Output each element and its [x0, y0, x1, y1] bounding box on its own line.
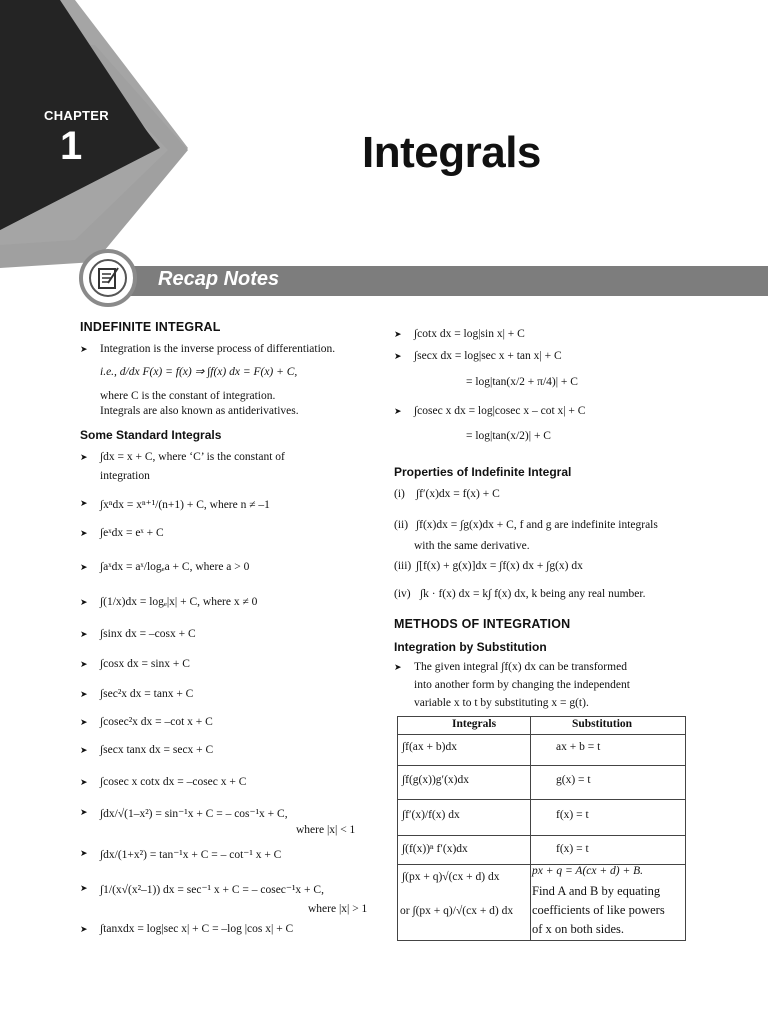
properties-heading: Properties of Indefinite Integral	[394, 465, 572, 479]
table-cell: g(x) = t	[556, 774, 591, 786]
recap-title: Recap Notes	[158, 268, 280, 290]
table-cell: or ∫(px + q)/√(cx + d) dx	[400, 905, 514, 917]
substitution-heading: Integration by Substitution	[394, 640, 547, 654]
property-text: ∫[f(x) + g(x)]dx = ∫f(x) dx + ∫g(x) dx	[416, 560, 583, 572]
table-cell: ∫(f(x))ⁿ f′(x)dx	[402, 843, 468, 855]
arrow-icon: ➤	[80, 746, 88, 756]
table-cell: f(x) = t	[556, 809, 589, 821]
table-cell: Find A and B by equating	[532, 884, 661, 898]
table-cell: f(x) = t	[556, 843, 589, 855]
table-cell: ∫f(g(x))g′(x)dx	[402, 774, 469, 786]
table-divider	[398, 835, 686, 836]
table-header: Substitution	[572, 718, 633, 730]
chapter-label: CHAPTER	[44, 108, 109, 123]
arrow-icon: ➤	[80, 778, 88, 788]
notes-icon	[89, 259, 127, 297]
table-cell: ax + b = t	[556, 741, 601, 753]
arrow-icon: ➤	[80, 499, 88, 509]
arrow-icon: ➤	[80, 718, 88, 728]
arrow-icon: ➤	[394, 407, 402, 417]
arrow-icon: ➤	[80, 808, 88, 818]
intro-where: where C is the constant of integration.	[100, 390, 276, 402]
property-number: (iii)	[394, 560, 412, 572]
table-cell: ∫(px + q)√(cx + d) dx	[402, 871, 500, 883]
arrow-icon: ➤	[80, 563, 88, 573]
arrow-icon: ➤	[394, 352, 402, 362]
intro-ie: i.e., d/dx F(x) = f(x) ⇒ ∫f(x) dx = F(x) + C,	[100, 366, 298, 378]
table-divider	[398, 734, 686, 735]
page-title: Integrals	[362, 128, 541, 177]
table-divider	[398, 799, 686, 800]
formula-item-continuation: integration	[100, 470, 150, 482]
table-divider	[530, 717, 531, 941]
property-text: ∫k · f(x) dx = k∫ f(x) dx, k being any real number.	[420, 588, 646, 600]
arrow-icon: ➤	[80, 630, 88, 640]
table-header: Integrals	[452, 718, 497, 730]
substitution-text: variable x to t by substituting x = g(t).	[414, 697, 589, 709]
arrow-icon: ➤	[80, 925, 88, 935]
property-text: ∫f(x)dx = ∫g(x)dx + C, f and g are indefinite integrals	[416, 519, 658, 531]
arrow-icon: ➤	[80, 598, 88, 608]
substitution-table	[397, 716, 686, 941]
intro-antiderivatives: Integrals are also known as antiderivatives.	[100, 405, 299, 417]
table-cell: ∫f′(x)/f(x) dx	[402, 809, 460, 821]
arrow-icon: ➤	[80, 529, 88, 539]
standard-integrals-heading: Some Standard Integrals	[80, 428, 222, 442]
property-number: (i)	[394, 488, 405, 500]
arrow-icon: ➤	[80, 849, 88, 859]
table-divider	[398, 765, 686, 766]
property-text: ∫f′(x)dx = f(x) + C	[416, 488, 500, 500]
chapter-number: 1	[60, 124, 83, 168]
arrow-icon: ➤	[80, 660, 88, 670]
arrow-icon: ➤	[394, 663, 402, 673]
methods-heading: METHODS OF INTEGRATION	[394, 617, 571, 631]
property-text: with the same derivative.	[414, 540, 530, 552]
indefinite-integral-heading: INDEFINITE INTEGRAL	[80, 320, 221, 334]
chapter-badge	[0, 0, 260, 300]
table-cell: of x on both sides.	[532, 922, 625, 936]
arrow-icon: ➤	[80, 884, 88, 894]
formula-continuation: = log|tan(x/2 + π/4)| + C	[466, 376, 578, 388]
where-condition: where |x| > 1	[308, 903, 368, 915]
property-number: (ii)	[394, 519, 409, 531]
arrow-icon: ➤	[80, 690, 88, 700]
arrow-icon: ➤	[80, 345, 88, 355]
table-cell: ∫f(ax + b)dx	[402, 741, 457, 753]
table-cell: px + q = A(cx + d) + B.	[532, 865, 643, 877]
arrow-icon: ➤	[394, 330, 402, 340]
table-cell: coefficients of like powers	[532, 903, 665, 917]
substitution-text: into another form by changing the independent	[414, 679, 630, 691]
where-condition: where |x| < 1	[296, 824, 356, 836]
arrow-icon: ➤	[80, 453, 88, 463]
formula-continuation: = log|tan(x/2)| + C	[466, 430, 551, 442]
property-number: (iv)	[394, 588, 411, 600]
